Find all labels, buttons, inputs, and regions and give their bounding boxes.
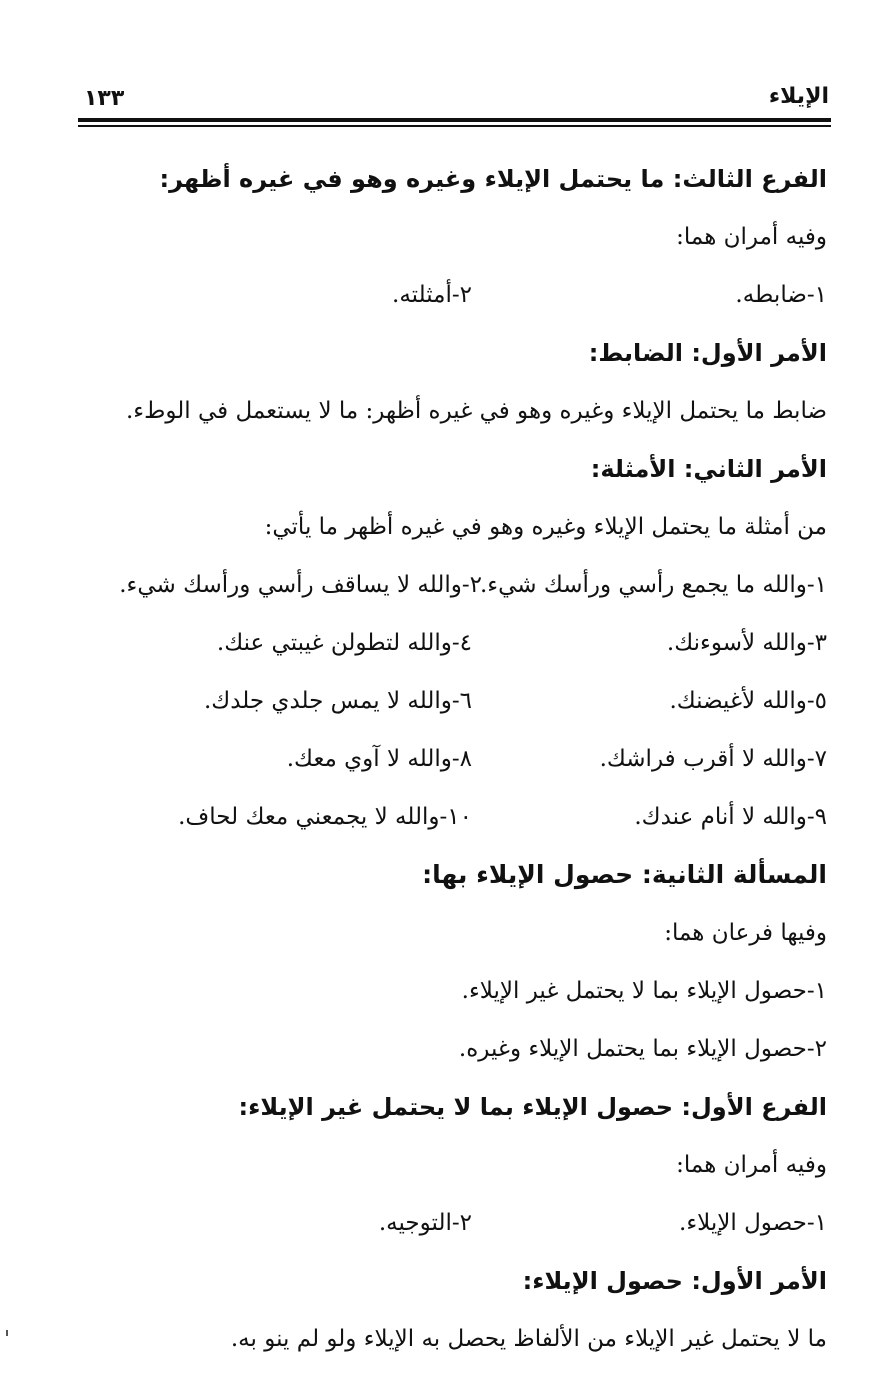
list-item: ٢-حصول الإيلاء بما يحتمل الإيلاء وغيره. [458,1036,827,1062]
scan-mark [6,1330,8,1336]
examples-row [80,614,827,672]
examples-heading: الأمر الثاني: الأمثلة: [590,455,827,483]
list-item: ١-ضابطه. [735,282,827,308]
examples-row [80,672,827,730]
branch3-items [80,266,827,324]
example-item: ٦-والله لا يمس جلدي جلدك. [203,688,472,714]
list-item: ٢-التوجيه. [378,1210,472,1236]
branch1-matter1-text: ما لا يحتمل غير الإيلاء من الألفاظ يحصل به الإيلاء ولو لم ينو به. [230,1326,827,1352]
branch1-heading: الفرع الأول: حصول الإيلاء بما لا يحتمل غير الإيلاء: [238,1093,827,1121]
example-item: ٨-والله لا آوي معك. [286,746,472,772]
list-item: ٢-أمثلته. [392,282,472,308]
header-rule-thin [78,125,831,127]
example-item: ٩-والله لا أنام عندك. [634,804,827,830]
examples-intro: من أمثلة ما يحتمل الإيلاء وغيره وهو في غيره أظهر ما يأتي: [264,514,827,540]
branch3-intro: وفيه أمران هما: [676,224,827,250]
example-item: ٢-والله لا يساقف رأسي ورأسك شيء. [119,572,482,598]
branch3-heading: الفرع الثالث: ما يحتمل الإيلاء وغيره وهو في غيره أظهر: [159,165,827,193]
issue2-intro: وفيها فرعان هما: [664,920,827,946]
examples-row [80,556,827,614]
list-item: ١-حصول الإيلاء بما لا يحتمل غير الإيلاء. [461,978,827,1004]
example-item: ١٠-والله لا يجمعني معك لحاف. [178,804,472,830]
issue2-heading: المسألة الثانية: حصول الإيلاء بها: [422,860,827,889]
running-title: الإيلاء [768,84,829,109]
example-item: ١-والله ما يجمع رأسي ورأسك شيء. [479,572,827,598]
page-number: ١٣٣ [84,86,125,111]
branch1-items [80,1194,827,1252]
example-item: ٣-والله لأسوءنك. [666,630,827,656]
rule-text: ضابط ما يحتمل الإيلاء وغيره وهو في غيره أظهر: ما لا يستعمل في الوطء. [126,398,827,424]
branch1-intro: وفيه أمران هما: [676,1152,827,1178]
page-body [80,150,827,1368]
rule-heading: الأمر الأول: الضابط: [588,339,827,367]
examples-row [80,730,827,788]
example-item: ٥-والله لأغيضنك. [669,688,827,714]
example-item: ٤-والله لتطولن غيبتي عنك. [216,630,472,656]
header-rule-thick [78,118,831,122]
examples-row [80,788,827,846]
branch1-matter1-heading: الأمر الأول: حصول الإيلاء: [522,1267,827,1295]
example-item: ٧-والله لا أقرب فراشك. [599,746,827,772]
list-item: ١-حصول الإيلاء. [679,1210,827,1236]
